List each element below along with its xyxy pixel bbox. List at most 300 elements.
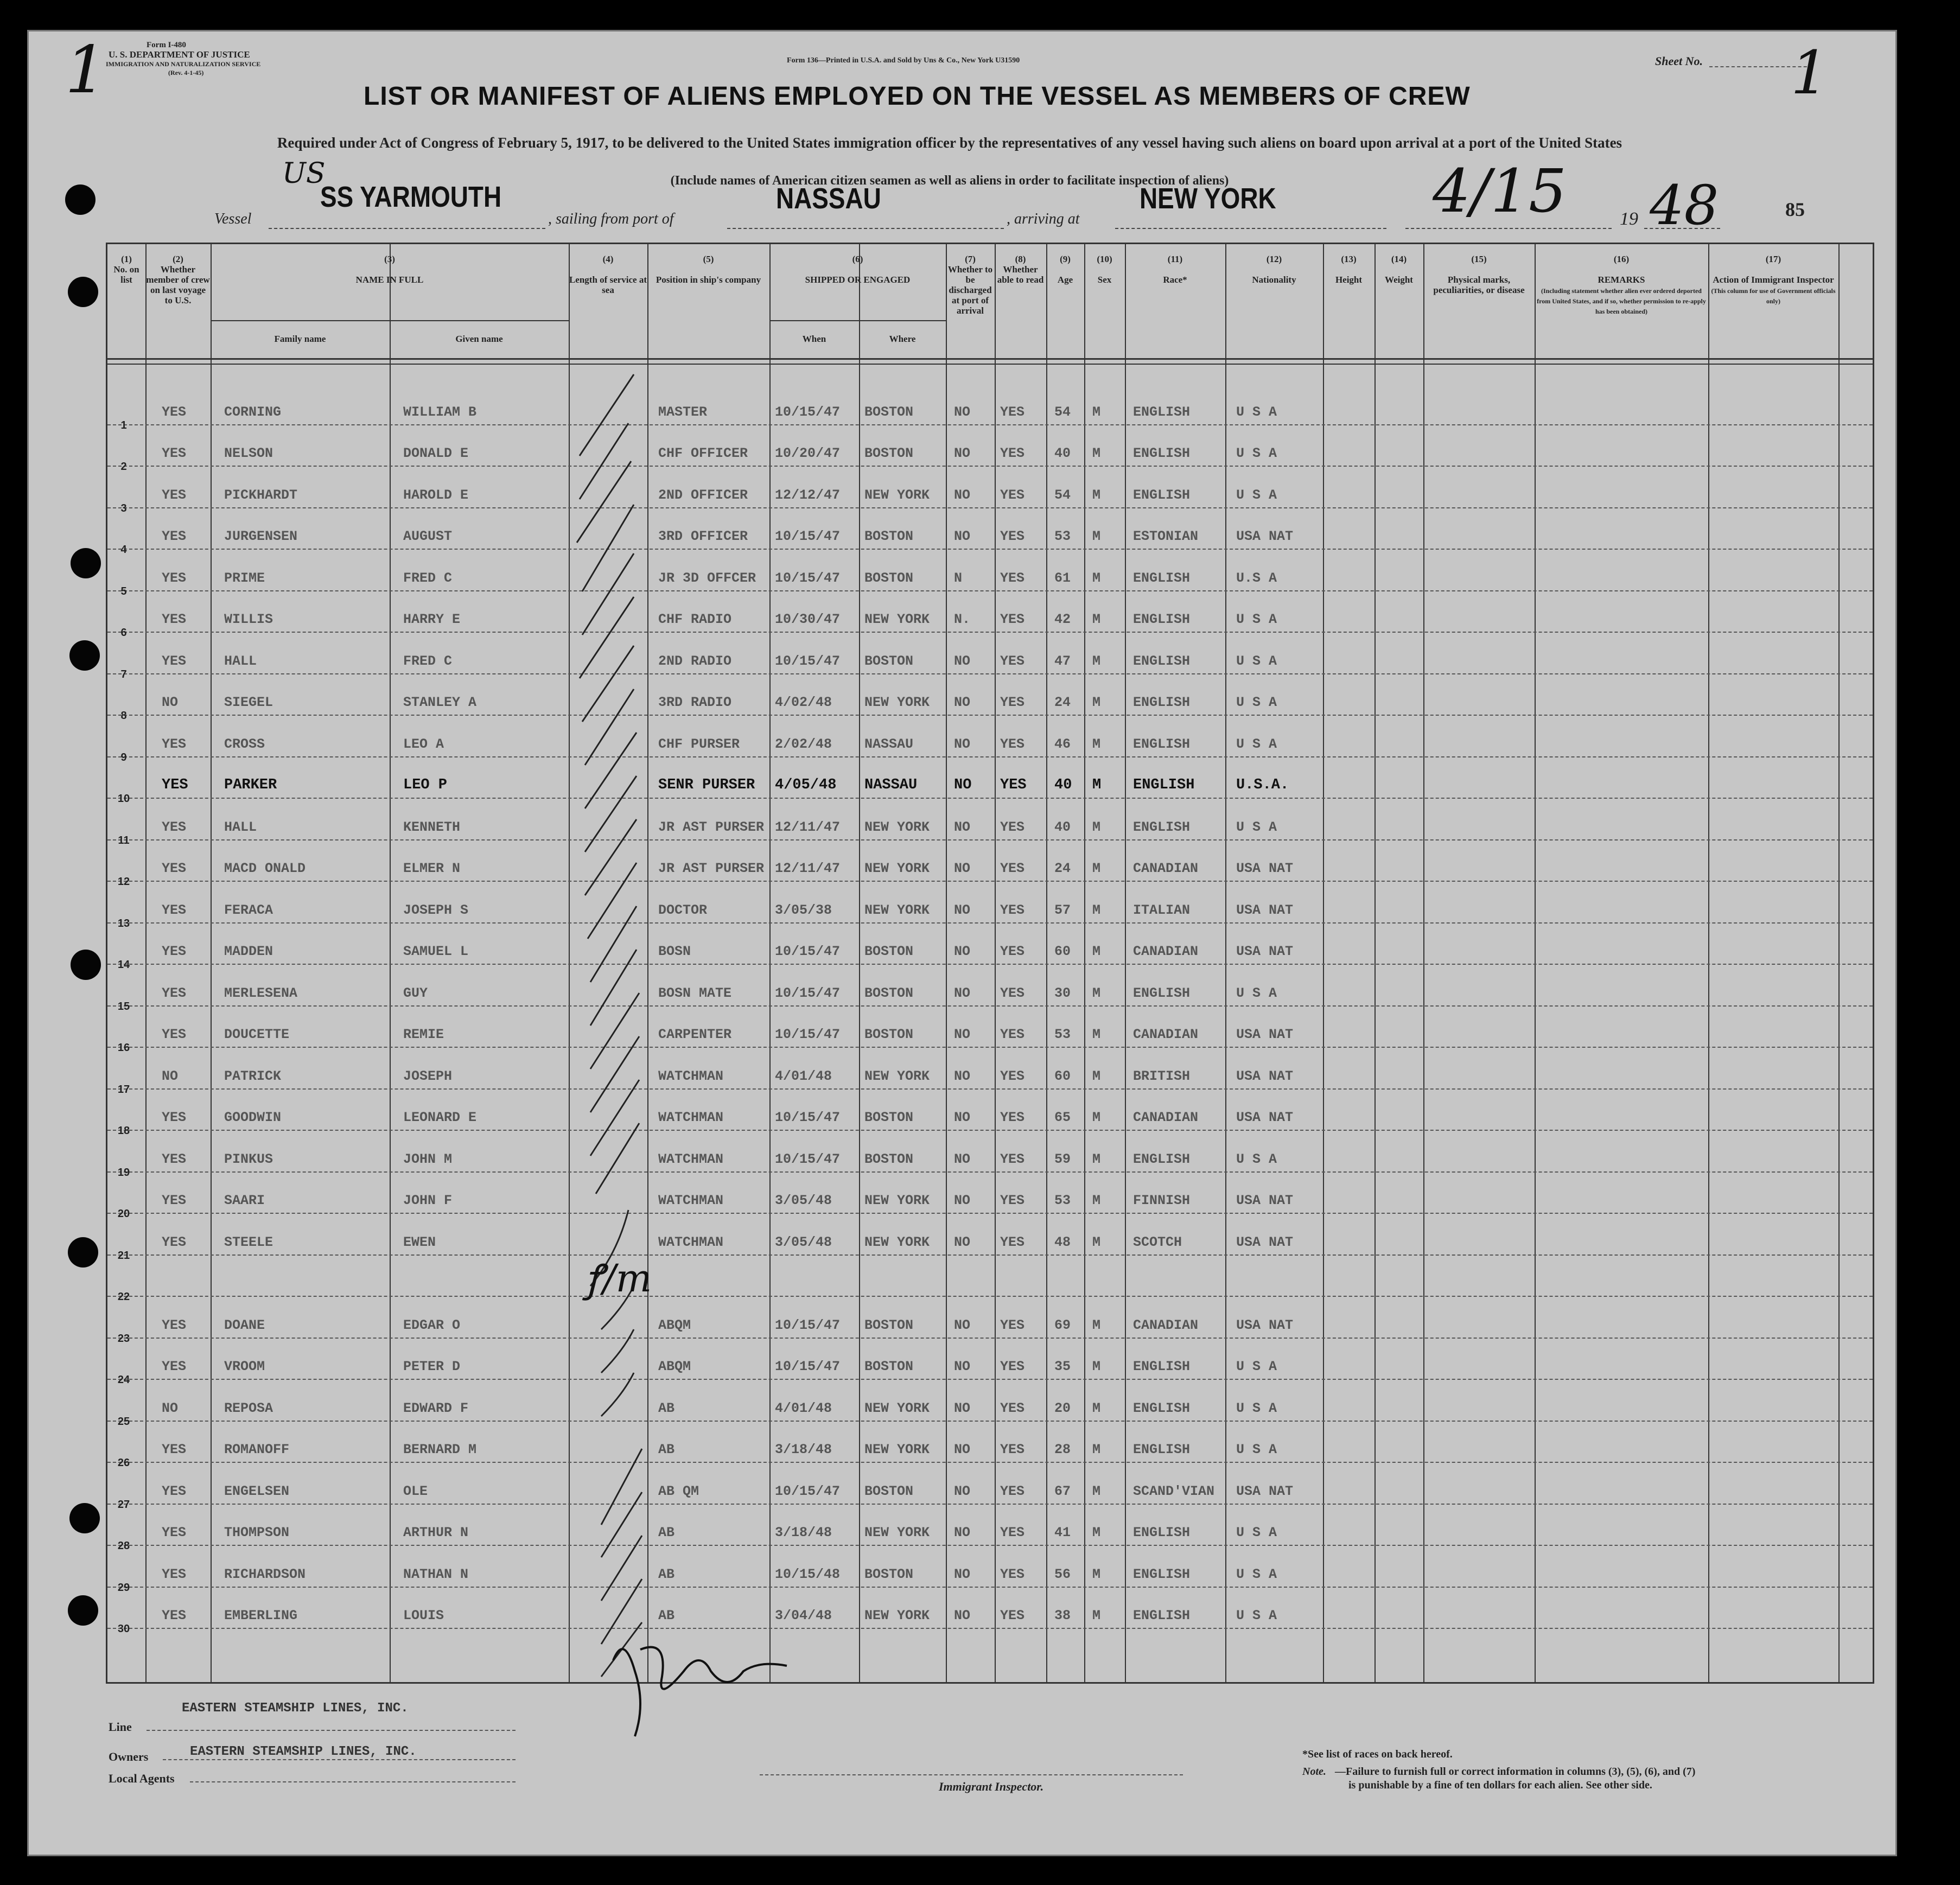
age-cell: 54	[1054, 404, 1071, 420]
table-row	[107, 922, 1873, 971]
able-to-read-cell: YES	[1000, 445, 1025, 461]
family-name-cell: SAARI	[224, 1193, 265, 1208]
position-cell: CARPENTER	[658, 1027, 732, 1042]
col-nationality-header: (12) Nationality	[1252, 254, 1296, 285]
given-name-cell: STANLEY A	[403, 695, 477, 710]
row-number: 10	[117, 793, 130, 805]
family-name-cell: GOODWIN	[224, 1110, 282, 1125]
shipped-where-cell: NEW YORK	[864, 1400, 930, 1416]
row-number: 15	[117, 1000, 130, 1012]
shipped-where-cell: NASSAU	[864, 736, 914, 752]
position-cell: AB	[658, 1525, 675, 1540]
row-number: 20	[117, 1208, 130, 1220]
discharge-cell: NO	[954, 1608, 971, 1623]
age-cell: 41	[1054, 1525, 1071, 1540]
age-cell: 40	[1054, 445, 1071, 461]
shipped-when-cell: 4/01/48	[775, 1068, 832, 1084]
nationality-cell: USA NAT	[1236, 1027, 1294, 1042]
discharge-cell: NO	[954, 861, 971, 876]
age-cell: 57	[1054, 902, 1071, 918]
corner-mark: 1	[65, 33, 107, 108]
shipped-where-cell: NEW YORK	[864, 1608, 930, 1623]
shipped-when-cell: 4/05/48	[775, 777, 837, 793]
sex-cell: M	[1092, 1566, 1101, 1582]
given-name-cell: LEO A	[403, 736, 444, 752]
svg-text:ꝭ/m: ꝭ/m	[585, 1256, 652, 1301]
able-to-read-cell: YES	[1000, 1193, 1025, 1208]
row-number: 4	[120, 544, 127, 556]
able-to-read-cell: YES	[1000, 570, 1025, 586]
shipped-when-cell: 10/15/48	[775, 1566, 841, 1582]
family-name-cell: CORNING	[224, 404, 282, 420]
race-cell: ENGLISH	[1133, 695, 1191, 710]
nationality-cell: U S A	[1236, 695, 1277, 710]
position-cell: BOSN MATE	[658, 985, 732, 1001]
row-number: 18	[117, 1125, 130, 1137]
table-row	[107, 839, 1873, 888]
position-cell: AB	[658, 1400, 675, 1416]
race-cell: ENGLISH	[1133, 487, 1191, 503]
row-number: 23	[117, 1332, 130, 1345]
race-cell: ENGLISH	[1133, 445, 1191, 461]
age-cell: 24	[1054, 695, 1071, 710]
row-number: 25	[117, 1415, 130, 1428]
position-cell: MASTER	[658, 404, 708, 420]
able-to-read-cell: YES	[1000, 487, 1025, 503]
shipped-when-cell: 10/15/47	[775, 1151, 841, 1167]
shipped-when-cell: 4/01/48	[775, 1400, 832, 1416]
given-name-cell: PETER D	[403, 1359, 461, 1374]
race-cell: CANADIAN	[1133, 1110, 1199, 1125]
age-cell: 59	[1054, 1151, 1071, 1167]
table-row	[107, 1338, 1873, 1386]
nationality-cell: USA NAT	[1236, 944, 1294, 959]
given-name-cell: EDGAR O	[403, 1317, 461, 1333]
nationality-cell: U.S.A.	[1236, 777, 1289, 793]
table-row	[107, 424, 1873, 473]
sex-cell: M	[1092, 1317, 1101, 1333]
nationality-cell: USA NAT	[1236, 1317, 1294, 1333]
service: IMMIGRATION AND NATURALIZATION SERVICE	[106, 60, 261, 68]
sex-cell: M	[1092, 1359, 1101, 1374]
discharge-cell: NO	[954, 1317, 971, 1333]
age-cell: 47	[1054, 653, 1071, 669]
shipped-where-cell: NEW YORK	[864, 819, 930, 835]
table-row	[107, 1379, 1873, 1428]
discharge-cell: NO	[954, 736, 971, 752]
age-cell: 69	[1054, 1317, 1071, 1333]
able-to-read-cell: YES	[1000, 777, 1027, 793]
discharge-cell: NO	[954, 1068, 971, 1084]
table-row	[107, 590, 1873, 639]
shipped-when-cell: 3/18/48	[775, 1442, 832, 1457]
family-name-cell: MADDEN	[224, 944, 273, 959]
crew-cell: YES	[162, 736, 187, 752]
able-to-read-cell: YES	[1000, 1359, 1025, 1374]
table-row	[107, 1421, 1873, 1469]
able-to-read-cell: YES	[1000, 819, 1025, 835]
given-name-cell: HARRY E	[403, 612, 461, 627]
given-name-cell: JOSEPH S	[403, 902, 469, 918]
position-cell: 3RD OFFICER	[658, 528, 748, 544]
position-cell: AB	[658, 1608, 675, 1623]
col-no-header: (1) No. on list	[113, 254, 139, 285]
col-crew-header: (2) Whether member of crew on last voyage to U.S.	[146, 254, 210, 305]
discharge-cell: NO	[954, 819, 971, 835]
given-name-cell: DONALD E	[403, 445, 469, 461]
given-name-cell: SAMUEL L	[403, 944, 469, 959]
shipped-when-cell: 12/12/47	[775, 487, 841, 503]
able-to-read-cell: YES	[1000, 612, 1025, 627]
able-to-read-cell: YES	[1000, 1400, 1025, 1416]
table-row	[107, 715, 1873, 763]
sex-cell: M	[1092, 1193, 1101, 1208]
position-cell: ABQM	[658, 1359, 691, 1374]
given-name-cell: EWEN	[403, 1234, 436, 1250]
shipped-when-cell: 3/05/48	[775, 1234, 832, 1250]
family-name-cell: EMBERLING	[224, 1608, 298, 1623]
given-name-cell: KENNETH	[403, 819, 461, 835]
shipped-where-cell: NEW YORK	[864, 1442, 930, 1457]
discharge-cell: NO	[954, 1525, 971, 1540]
sheet-label: Sheet No.	[1655, 54, 1703, 68]
age-cell: 60	[1054, 944, 1071, 959]
table-row	[107, 466, 1873, 514]
shipped-where-cell: NEW YORK	[864, 695, 930, 710]
crew-cell: YES	[162, 1234, 187, 1250]
discharge-cell: NO	[954, 1151, 971, 1167]
family-name-cell: DOANE	[224, 1317, 265, 1333]
crew-cell: YES	[162, 1442, 187, 1457]
family-name-cell: MACD ONALD	[224, 861, 306, 876]
race-cell: ENGLISH	[1133, 777, 1195, 793]
col-weight-header: (14) Weight	[1385, 254, 1413, 285]
age-cell: 65	[1054, 1110, 1071, 1125]
position-cell: BOSN	[658, 944, 691, 959]
race-cell: CANADIAN	[1133, 944, 1199, 959]
col-position-header: (5) Position in ship's company	[656, 254, 761, 285]
note-label: Note.	[1302, 1766, 1326, 1778]
given-name-cell: FRED C	[403, 653, 453, 669]
family-name-cell: DOUCETTE	[224, 1027, 290, 1042]
table-row	[107, 507, 1873, 556]
shipped-where-cell: NEW YORK	[864, 612, 930, 627]
nationality-cell: USA NAT	[1236, 1110, 1294, 1125]
able-to-read-cell: YES	[1000, 404, 1025, 420]
printer-line: Form 136—Printed in U.S.A. and Sold by Uns & Co., New York U31590	[787, 56, 1020, 65]
family-name-cell: HALL	[224, 819, 257, 835]
crew-cell: YES	[162, 1193, 187, 1208]
race-cell: ENGLISH	[1133, 985, 1191, 1001]
shipped-when-cell: 3/05/48	[775, 1193, 832, 1208]
shipped-where-cell: NEW YORK	[864, 1525, 930, 1540]
sex-cell: M	[1092, 1110, 1101, 1125]
position-cell: SENR PURSER	[658, 777, 755, 793]
race-cell: ENGLISH	[1133, 1608, 1191, 1623]
shipped-where-cell: NEW YORK	[864, 902, 930, 918]
position-cell: WATCHMAN	[658, 1151, 724, 1167]
sex-cell: M	[1092, 612, 1101, 627]
nationality-cell: U S A	[1236, 1151, 1277, 1167]
position-cell: WATCHMAN	[658, 1193, 724, 1208]
inspector-signature	[602, 1628, 798, 1747]
shipped-where-cell: BOSTON	[864, 528, 914, 544]
crew-cell: YES	[162, 1027, 187, 1042]
position-cell: AB QM	[658, 1483, 699, 1499]
given-name-cell: GUY	[403, 985, 428, 1001]
race-cell: ENGLISH	[1133, 1566, 1191, 1582]
family-name-cell: PICKHARDT	[224, 487, 298, 503]
shipped-when-cell: 12/11/47	[775, 819, 841, 835]
able-to-read-cell: YES	[1000, 528, 1025, 544]
shipped-when-cell: 4/02/48	[775, 695, 832, 710]
sex-cell: M	[1092, 1027, 1101, 1042]
race-cell: CANADIAN	[1133, 1317, 1199, 1333]
punch-hole	[71, 950, 101, 980]
position-cell: AB	[658, 1566, 675, 1582]
discharge-cell: NO	[954, 1442, 971, 1457]
date-underline	[1405, 228, 1612, 229]
row-number: 21	[117, 1249, 130, 1262]
discharge-cell: NO	[954, 1027, 971, 1042]
nationality-cell: U S A	[1236, 1608, 1277, 1623]
nationality-cell: U.S A	[1236, 570, 1277, 586]
family-name-cell: PARKER	[224, 777, 277, 793]
table-row	[107, 632, 1873, 680]
nationality-cell: U S A	[1236, 1525, 1277, 1540]
able-to-read-cell: YES	[1000, 1525, 1025, 1540]
able-to-read-cell: YES	[1000, 861, 1025, 876]
sex-cell: M	[1092, 1151, 1101, 1167]
discharge-cell: NO	[954, 653, 971, 669]
position-cell: AB	[658, 1442, 675, 1457]
crew-cell: NO	[162, 695, 179, 710]
shipped-where-cell: NASSAU	[864, 777, 918, 793]
page-number: 85	[1785, 199, 1805, 220]
sailing-underline	[727, 228, 1004, 229]
line-value: EASTERN STEAMSHIP LINES, INC.	[182, 1701, 409, 1716]
given-name-cell: JOHN F	[403, 1193, 453, 1208]
discharge-cell: NO	[954, 1483, 971, 1499]
col-sex-header: (10) Sex	[1097, 254, 1112, 285]
discharge-cell: NO	[954, 1359, 971, 1374]
able-to-read-cell: YES	[1000, 695, 1025, 710]
table-row	[107, 1587, 1873, 1635]
crew-cell: YES	[162, 902, 187, 918]
nationality-cell: U S A	[1236, 445, 1277, 461]
able-to-read-cell: YES	[1000, 1566, 1025, 1582]
shipped-when-cell: 10/15/47	[775, 1317, 841, 1333]
race-cell: ENGLISH	[1133, 1442, 1191, 1457]
crew-cell: YES	[162, 1151, 187, 1167]
able-to-read-cell: YES	[1000, 1608, 1025, 1623]
race-cell: BRITISH	[1133, 1068, 1191, 1084]
row-number: 19	[117, 1166, 130, 1179]
discharge-cell: NO	[954, 777, 972, 793]
race-cell: ENGLISH	[1133, 653, 1191, 669]
vessel-label: Vessel	[214, 211, 252, 227]
sex-cell: M	[1092, 861, 1101, 876]
crew-cell: YES	[162, 1525, 187, 1540]
given-name-cell: AUGUST	[403, 528, 453, 544]
nationality-cell: U S A	[1236, 1359, 1277, 1374]
punch-hole	[68, 1237, 98, 1268]
able-to-read-cell: YES	[1000, 1442, 1025, 1457]
discharge-cell: NO	[954, 902, 971, 918]
sailing-from: NASSAU	[776, 182, 881, 215]
family-name-cell: PRIME	[224, 570, 265, 586]
crew-cell: YES	[162, 1608, 187, 1623]
family-name-cell: RICHARDSON	[224, 1566, 306, 1582]
race-cell: ENGLISH	[1133, 1525, 1191, 1540]
race-cell: ENGLISH	[1133, 1400, 1191, 1416]
crew-cell: YES	[162, 612, 187, 627]
family-name-cell: PATRICK	[224, 1068, 282, 1084]
race-cell: ITALIAN	[1133, 902, 1191, 918]
document-subtitle: Required under Act of Congress of February 5, 1917, to be delivered to the United States immigration officer by the representatives of any vessel having such aliens on board upon arrival at a port of the United States	[277, 135, 1622, 151]
document-title: LIST OR MANIFEST OF ALIENS EMPLOYED ON THE VESSEL AS MEMBERS OF CREW	[364, 82, 1471, 111]
discharge-cell: NO	[954, 528, 971, 544]
given-name-cell: ELMER N	[403, 861, 461, 876]
discharge-cell: NO	[954, 1234, 971, 1250]
nationality-cell: USA NAT	[1236, 1193, 1294, 1208]
sex-cell: M	[1092, 653, 1101, 669]
col-service-header: (4) Length of service at sea	[569, 254, 647, 295]
discharge-cell: NO	[954, 487, 971, 503]
row-number: 8	[120, 710, 127, 722]
shipped-where-cell: BOSTON	[864, 1566, 914, 1582]
nationality-cell: U S A	[1236, 612, 1277, 627]
col-read-header: (8) Whether able to read	[997, 254, 1044, 285]
given-name-cell: FRED C	[403, 570, 453, 586]
race-cell: ENGLISH	[1133, 1151, 1191, 1167]
able-to-read-cell: YES	[1000, 985, 1025, 1001]
nationality-cell: U S A	[1236, 1442, 1277, 1457]
crew-cell: YES	[162, 1110, 187, 1125]
crew-cell: YES	[162, 777, 188, 793]
sex-cell: M	[1092, 1400, 1101, 1416]
shipped-where-cell: BOSTON	[864, 944, 914, 959]
vessel-name: SS YARMOUTH	[320, 181, 502, 213]
shipped-where-cell: BOSTON	[864, 985, 914, 1001]
shipped-where-cell: NEW YORK	[864, 1193, 930, 1208]
races-note: *See list of races on back hereof.	[1302, 1748, 1453, 1760]
crew-cell: YES	[162, 861, 187, 876]
able-to-read-cell: YES	[1000, 1151, 1025, 1167]
shipped-when-cell: 12/11/47	[775, 861, 841, 876]
row-number: 17	[117, 1083, 130, 1096]
age-cell: 24	[1054, 861, 1071, 876]
col-action-header: (17) Action of Immigrant Inspector (This column for use of Government officials only)	[1711, 254, 1836, 305]
able-to-read-cell: YES	[1000, 1068, 1025, 1084]
age-cell: 38	[1054, 1608, 1071, 1623]
crew-cell: YES	[162, 1483, 187, 1499]
punch-hole	[65, 184, 96, 215]
race-cell: ENGLISH	[1133, 404, 1191, 420]
shipped-when-cell: 10/15/47	[775, 1110, 841, 1125]
given-name-cell: NATHAN N	[403, 1566, 469, 1582]
crew-cell: YES	[162, 528, 187, 544]
owners-value: EASTERN STEAMSHIP LINES, INC.	[190, 1744, 417, 1759]
age-cell: 61	[1054, 570, 1071, 586]
shipped-where-cell: BOSTON	[864, 1110, 914, 1125]
row-number: 14	[117, 959, 130, 971]
shipped-where-cell: BOSTON	[864, 1359, 914, 1374]
inspector-label: Immigrant Inspector.	[939, 1780, 1044, 1793]
position-cell: CHF PURSER	[658, 736, 740, 752]
age-cell: 28	[1054, 1442, 1071, 1457]
race-cell: ENGLISH	[1133, 570, 1191, 586]
given-name-cell: WILLIAM B	[403, 404, 477, 420]
row-number: 30	[117, 1623, 130, 1635]
given-name-cell: BERNARD M	[403, 1442, 477, 1457]
age-cell: 30	[1054, 985, 1071, 1001]
shipped-when-cell: 3/05/38	[775, 902, 832, 918]
shipped-where-cell: BOSTON	[864, 653, 914, 669]
discharge-cell: NO	[954, 1566, 971, 1582]
shipped-where-cell: BOSTON	[864, 570, 914, 586]
shipped-when-cell: 10/15/47	[775, 944, 841, 959]
agents-label: Local Agents	[109, 1772, 175, 1785]
given-name-cell: LEO P	[403, 777, 448, 793]
family-name-cell: FERACA	[224, 902, 273, 918]
age-cell: 20	[1054, 1400, 1071, 1416]
shipped-where-cell: NEW YORK	[864, 861, 930, 876]
table-row	[107, 756, 1873, 805]
shipped-where-cell: BOSTON	[864, 1483, 914, 1499]
given-name-cell: EDWARD F	[403, 1400, 469, 1416]
discharge-cell: NO	[954, 985, 971, 1001]
crew-cell: YES	[162, 487, 187, 503]
shipped-when-cell: 3/18/48	[775, 1525, 832, 1540]
shipped-when-cell: 10/15/47	[775, 1359, 841, 1374]
able-to-read-cell: YES	[1000, 1234, 1025, 1250]
age-cell: 35	[1054, 1359, 1071, 1374]
age-cell: 60	[1054, 1068, 1071, 1084]
table-row	[107, 1254, 1873, 1303]
able-to-read-cell: YES	[1000, 902, 1025, 918]
shipped-when-cell: 10/15/47	[775, 653, 841, 669]
agents-underline	[190, 1781, 516, 1782]
race-cell: FINNISH	[1133, 1193, 1191, 1208]
year-prefix: 19	[1620, 209, 1638, 229]
race-cell: ENGLISH	[1133, 736, 1191, 752]
sex-cell: M	[1092, 902, 1101, 918]
table-row	[107, 1545, 1873, 1594]
col-family-header: Family name	[274, 334, 326, 344]
able-to-read-cell: YES	[1000, 1110, 1025, 1125]
col-race-header: (11) Race*	[1163, 254, 1187, 285]
col-remarks-header: (16) REMARKS (Including statement whether alien ever ordered deported from United States, and if so, whether permission to re-apply has been obtained)	[1537, 254, 1706, 315]
race-cell: ENGLISH	[1133, 1359, 1191, 1374]
row-number: 16	[117, 1042, 130, 1054]
inspector-underline	[760, 1774, 1183, 1775]
family-name-cell: NELSON	[224, 445, 273, 461]
shipped-when-cell: 10/30/47	[775, 612, 841, 627]
table-row	[107, 1462, 1873, 1511]
race-cell: ENGLISH	[1133, 819, 1191, 835]
age-cell: 67	[1054, 1483, 1071, 1499]
service-strokes	[569, 364, 731, 1682]
race-cell: CANADIAN	[1133, 861, 1199, 876]
hand-note: US	[282, 157, 326, 190]
row-number: 3	[120, 502, 127, 514]
given-name-cell: OLE	[403, 1483, 428, 1499]
shipped-where-cell: NEW YORK	[864, 487, 930, 503]
table-row	[107, 383, 1873, 431]
table-row	[107, 1213, 1873, 1262]
crew-cell: NO	[162, 1400, 179, 1416]
